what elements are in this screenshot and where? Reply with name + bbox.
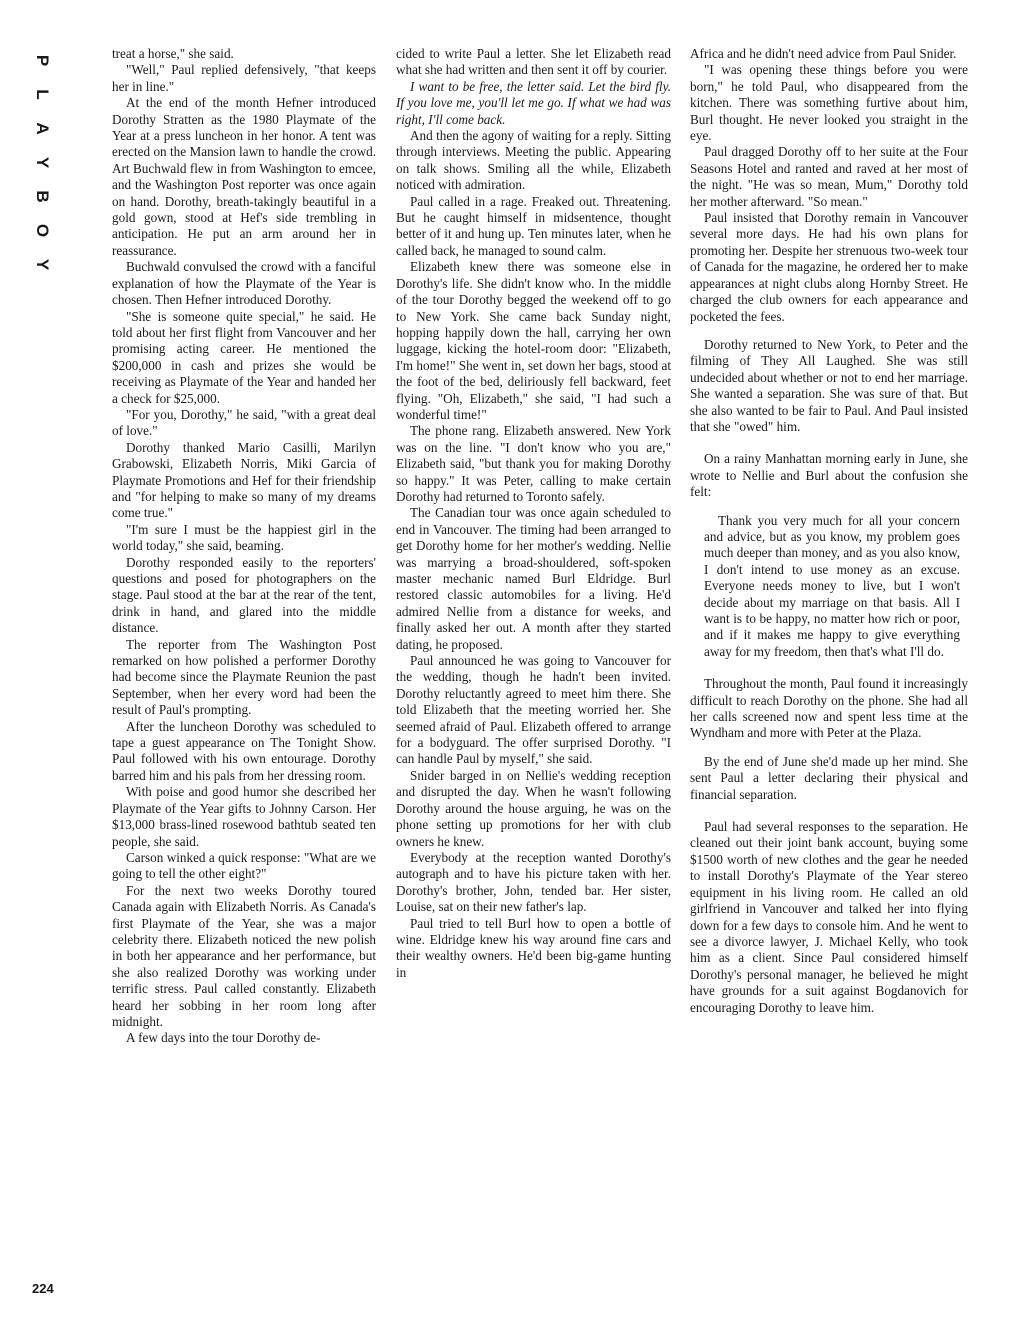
paragraph: At the end of the month Hefner introduced Dorothy Stratten as the 1980 Playmate of the Year at a press luncheon in her honor. A tent was erected on the Mansion lawn to handle the crowd. Art Buchwald flew in from Washington to emcee, and the Washington Post reporter was once again on hand. Dorothy, breath-takingly beautiful in a gold gown, stood at Hef's side trembling in anticipation. He put an arm around her in reassurance. xyxy=(112,95,376,258)
letter-paragraph: Thank you very much for all your concern and advice, but as you know, my problem goes much deeper than money, and as you also know, I don't intend to use money as an excuse. Everyone needs money to live, but I won't decide about my marriage on that basis. All I want is to be happy, no matter how rich or poor, and if it makes me happy to give everything away for my freedom, then that's what I'll do. xyxy=(704,512,960,659)
paragraph: Elizabeth knew there was someone else in Dorothy's life. She didn't know who. In the middle of the tour Dorothy begged the weekend off to go to New York. She came back Sunday night, hopping happily down the hall, carrying her own luggage, kicking the hotel-room door: "Elizabeth, I'm home!" She went in, set down her bags, stood at the foot of the bed, deliriously fell backward, feet flying. "Oh, Elizabeth," she said, "I had such a wonderful time!" xyxy=(396,259,671,422)
paragraph: For the next two weeks Dorothy toured Canada again with Elizabeth Norris. As Canada's first Playmate of the Year, she was a major celebrity there. Elizabeth noticed the new polish in both her appearance and her performance, but she also realized Dorothy was working under terrific stress. Paul called constantly. Elizabeth heard her sobbing in her room long after midnight. xyxy=(112,882,376,1029)
paragraph: "For you, Dorothy," he said, "with a great deal of love." xyxy=(112,406,376,439)
masthead-letter: P xyxy=(33,54,52,68)
paragraph: cided to write Paul a letter. She let Elizabeth read what she had written and then sent it off by courier. xyxy=(396,46,671,78)
paragraph: Paul tried to tell Burl how to open a bottle of wine. Eldridge knew his way around fine cars and their wealthy owners. He'd been big-game hunting in xyxy=(396,915,671,980)
masthead-letter: O xyxy=(33,223,52,239)
paragraph: The reporter from The Washington Post remarked on how polished a performer Dorothy had become since the Playmate Reunion the past September, when her every word had been the result of Paul's prompting. xyxy=(112,636,376,718)
paragraph: Paul had several responses to the separation. He cleaned out their joint bank account, buying some $1500 worth of new clothes and the gear he needed to install Dorothy's Playmate of the Year stereo equipment in his living room. He called an old girlfriend in Vancouver and talked her into flying down for a few days to console him. And he went to see a divorce lawyer, J. Michael Kelly, who took him as a client. Since Paul considered himself Dorothy's personal manager, he believed he might have grounds for a suit against Bogdanovich for encouraging Dorothy to leave him. xyxy=(690,819,968,1015)
text-column-3 xyxy=(690,46,968,1016)
paragraph: Paul dragged Dorothy off to her suite at the Four Seasons Hotel and ranted and raved at her most of the night. "He was so mean, Mum," Dorothy told her mother afterward. "So mean." xyxy=(690,144,968,209)
paragraph: Carson winked a quick response: "What are we going to tell the other eight?" xyxy=(112,849,376,882)
paragraph: With poise and good humor she described her Playmate of the Year gifts to Johnny Carson. Her $13,000 brass-lined rosewood bathtub seated ten people, she said. xyxy=(112,784,376,849)
paragraph: Dorothy returned to New York, to Peter and the filming of They All Laughed. She was still undecided about whether or not to end her marriage. She wanted a separation. She was sure of that. But she also wanted to be fair to Paul. And Paul insisted that she "owed" him. xyxy=(690,336,968,434)
paragraph: "Well," Paul replied defensively, "that keeps her in line." xyxy=(112,62,376,94)
text-column-2 xyxy=(396,46,671,981)
paragraph: The phone rang. Elizabeth answered. New York was on the line. "I don't know who you are," Elizabeth said, "but thank you for making Dorothy so happy." It was Peter, calling to make certain Dorothy had returned to Toronto safely. xyxy=(396,423,671,504)
paragraph: Snider barged in on Nellie's wedding reception and disrupted the day. When he wasn't following Dorothy around the house arguing, he was on the phone setting up promotions for her with club owners he knew. xyxy=(396,767,671,849)
paragraph: And then the agony of waiting for a reply. Sitting through interviews. Meeting the public. Appearing on talk shows. Smiling all the while, Elizabeth noticed with admiration. xyxy=(396,128,671,193)
paragraph: Buchwald convulsed the crowd with a fanciful explanation of how the Playmate of the Year is chosen. Then Hefner introduced Dorothy. xyxy=(112,259,376,308)
masthead-letter: Y xyxy=(33,258,52,272)
masthead-letter: Y xyxy=(33,156,52,170)
paragraph: Paul announced he was going to Vancouver for the wedding, though he hadn't been invited. Dorothy reluctantly agreed to meet him there. She told Elizabeth that the meeting worried her. She seemed afraid of Paul. Elizabeth offered to arrange for a bodyguard. The offer surprised Dorothy. "I can handle Paul by myself," she said. xyxy=(396,653,671,767)
paragraph: By the end of June she'd made up her mind. She sent Paul a letter declaring their physical and financial separation. xyxy=(690,753,968,802)
paragraph: Paul insisted that Dorothy remain in Vancouver several more days. He had his own plans for promoting her. Despite her strenuous two-week tour of Canada for the magazine, he ordered her to make appearances at night clubs along Hornby Street. He charged the club owners for each appearance and pocketed the fees. xyxy=(690,210,968,324)
magazine-masthead xyxy=(20,44,50,304)
paragraph: After the luncheon Dorothy was scheduled to tape a guest appearance on The Tonight Show. Paul followed with his own entourage. Dorothy barred him and his pals from her dressing room. xyxy=(112,718,376,783)
paragraph: Everybody at the reception wanted Dorothy's autograph and to have his picture taken with her. Dorothy's brother, John, tended bar. Her sister, Louise, sat on their new father's lap. xyxy=(396,849,671,915)
masthead-letter: L xyxy=(33,89,52,101)
letter-excerpt xyxy=(704,513,960,661)
paragraph: Dorothy thanked Mario Casilli, Marilyn Grabowski, Elizabeth Norris, Miki Garcia of Playmate Promotions and Hef for their friendship and "for helping to make so many of my dreams come true." xyxy=(112,439,376,521)
paragraph: "She is someone quite special," he said. He told about her first flight from Vancouver and her promising acting career. He mentioned the $200,000 in cash and prizes she would be receiving as Playmate of the Year and handed her a check for $25,000. xyxy=(112,308,376,406)
text-column-1 xyxy=(112,46,376,1047)
paragraph: "I was opening these things before you were born," he told Paul, who disappeared from the kitchen. There was something furtive about him, Burl thought. He never looked you straight in the eye. xyxy=(690,62,968,144)
paragraph: A few days into the tour Dorothy de- xyxy=(126,1030,321,1046)
paragraph: Throughout the month, Paul found it increasingly difficult to reach Dorothy on the phone. She had all her calls screened now and spent less time at the Wyndham and more with Peter at the Plaza. xyxy=(690,676,968,741)
paragraph: "I'm sure I must be the happiest girl in the world today," she said, beaming. xyxy=(112,521,376,554)
paragraph: treat a horse," she said. xyxy=(112,46,234,61)
paragraph: On a rainy Manhattan morning early in June, she wrote to Nellie and Burl about the confusion she felt: xyxy=(690,451,968,500)
paragraph: Paul called in a rage. Freaked out. Threatening. But he caught himself in midsentence, thought better of it and hung up. Ten minutes later, when he called back, he managed to sound calm. xyxy=(396,193,671,258)
masthead-letter: A xyxy=(33,122,52,136)
paragraph: Dorothy responded easily to the reporters' questions and posed for photographers on the stage. Paul stood at the bar at the rear of the tent, drink in hand, and glared into the middle distance. xyxy=(112,554,376,636)
letter-quote: I want to be free, the letter said. Let the bird fly. If you love me, you'll let me go. If what we had was right, I'll come back. xyxy=(396,78,671,127)
page-number: 224 xyxy=(32,1281,54,1296)
paragraph: The Canadian tour was once again scheduled to end in Vancouver. The timing had been arranged to get Dorothy home for her mother's wedding. Nellie was marrying a broad-shouldered, soft-spoken master mechanic named Burl Eldridge. Burl restored classic automobiles for a living. He'd admired Nellie from a distance for weeks, and finally asked her out. A month after they started dating, he proposed. xyxy=(396,505,671,652)
paragraph: Africa and he didn't need advice from Paul Snider. xyxy=(690,46,957,61)
masthead-letter: B xyxy=(33,190,52,204)
